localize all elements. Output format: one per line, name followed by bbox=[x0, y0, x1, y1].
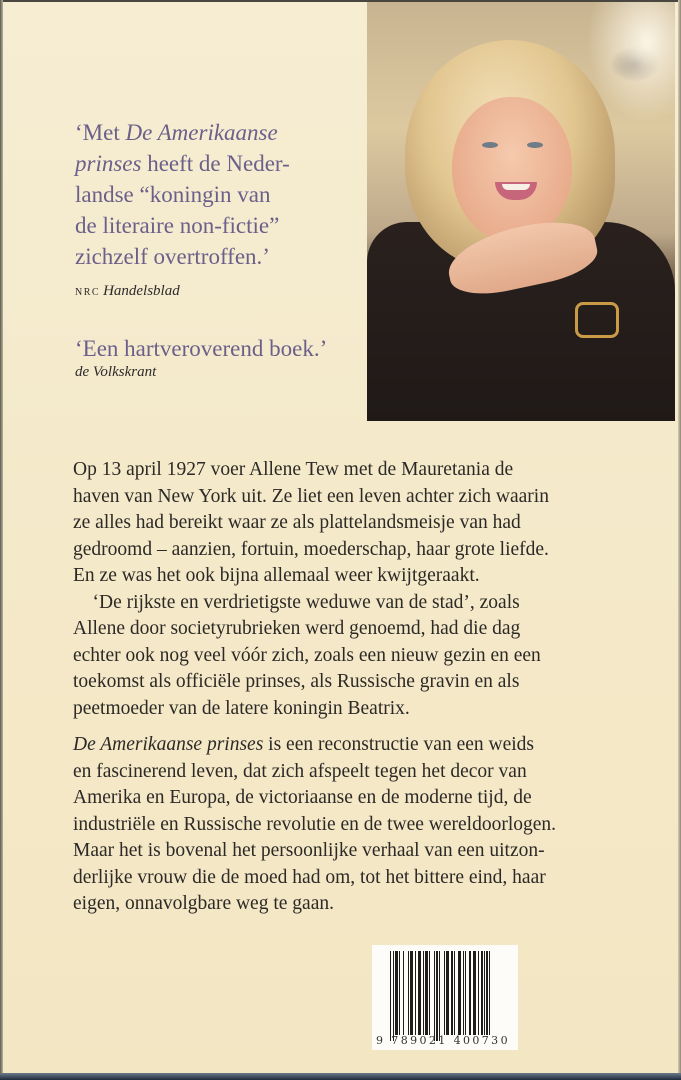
blurb-line: haven van New York uit. Ze liet een leven achter zich waarin bbox=[73, 485, 549, 507]
blurb-line: ‘De rijkste en verdrietigste weduwe van de stad’, zoals bbox=[73, 591, 520, 613]
quote-book-title: prinses bbox=[75, 151, 142, 176]
blurb-line: eigen, onnavolgbare weg te gaan. bbox=[73, 893, 334, 914]
quote-line bbox=[75, 148, 365, 179]
quote-line: ‘Een hartveroverend boek.’ bbox=[75, 336, 328, 361]
quote-text: heeft de Neder- bbox=[141, 151, 290, 176]
barcode-bar bbox=[489, 951, 490, 1035]
author-photo bbox=[367, 2, 675, 421]
blurb-line: derlijke vrouw die de moed had om, tot het bittere eind, haar bbox=[73, 866, 546, 888]
quote-line: landse “koningin van bbox=[75, 182, 271, 207]
quote-line: zichzelf overtroffen.’ bbox=[75, 244, 270, 269]
blurb-line: toekomst als officiële prinses, als Russische gravin en als bbox=[73, 671, 520, 692]
photo-teeth bbox=[502, 184, 530, 190]
blurb-line: peetmoeder van de latere koningin Beatrix. bbox=[73, 697, 410, 719]
blurb-line: gedroomd – aanzien, fortuin, moederschap, haar grote liefde. bbox=[73, 538, 549, 560]
photo-eye-left bbox=[482, 142, 498, 148]
photo-face bbox=[452, 97, 572, 242]
blurb-text: is een reconstructie van een weids bbox=[263, 734, 535, 755]
blurb-line: echter ook nog veel vóór zich, zoals een nieuw gezin en een bbox=[73, 644, 541, 666]
cover-bottom-edge bbox=[0, 1073, 681, 1080]
blurb-line: Amerika en Europa, de victoriaanse en de moderne tijd, de bbox=[73, 787, 532, 808]
isbn-barcode bbox=[372, 945, 518, 1050]
blurb-paragraph-2 bbox=[73, 732, 663, 918]
blurb-line: Allene door societyrubrieken werd genoemd, had die dag bbox=[73, 618, 521, 639]
blurb-line: industriële en Russische revolutie en de twee wereldoorlogen. bbox=[73, 813, 557, 835]
quote-source-volkskrant bbox=[75, 364, 156, 381]
review-quote-nrc bbox=[75, 117, 365, 272]
quote-line: de literaire non-fictie” bbox=[75, 213, 280, 238]
quote-book-title: De Amerikaanse bbox=[125, 120, 278, 145]
cover-left-edge bbox=[0, 0, 3, 1080]
source-smallcaps: NRC bbox=[75, 287, 101, 298]
blurb-line: en fascinerend leven, dat zich afspeelt tegen het decor van bbox=[73, 760, 527, 782]
source-name: Handelsblad bbox=[103, 283, 180, 299]
barcode-bars bbox=[390, 951, 498, 1035]
blurb-paragraph-1 bbox=[73, 457, 663, 722]
book-title: De Amerikaanse prinses bbox=[73, 734, 264, 755]
barcode-digits: 9 789021 400730 bbox=[376, 1034, 510, 1047]
review-quote-volkskrant bbox=[75, 333, 365, 364]
quote-source-nrc bbox=[75, 283, 180, 300]
blurb-line: Op 13 april 1927 voer Allene Tew met de Mauretania de bbox=[73, 459, 514, 480]
blurb-line: Maar het is bovenal het persoonlijke verhaal van een uitzon- bbox=[73, 840, 545, 861]
quote-text: ‘Met bbox=[75, 120, 126, 145]
quote-line bbox=[75, 117, 365, 148]
blurb-line: ze alles had bereikt waar ze als plattelandsmeisje van had bbox=[73, 512, 521, 533]
blurb-line: En ze was het ook bijna allemaal weer kwijtgeraakt. bbox=[73, 565, 480, 586]
photo-bracelet bbox=[575, 302, 619, 338]
blurb-line bbox=[73, 732, 663, 759]
source-name: de Volkskrant bbox=[75, 364, 157, 380]
photo-eye-right bbox=[527, 142, 543, 148]
